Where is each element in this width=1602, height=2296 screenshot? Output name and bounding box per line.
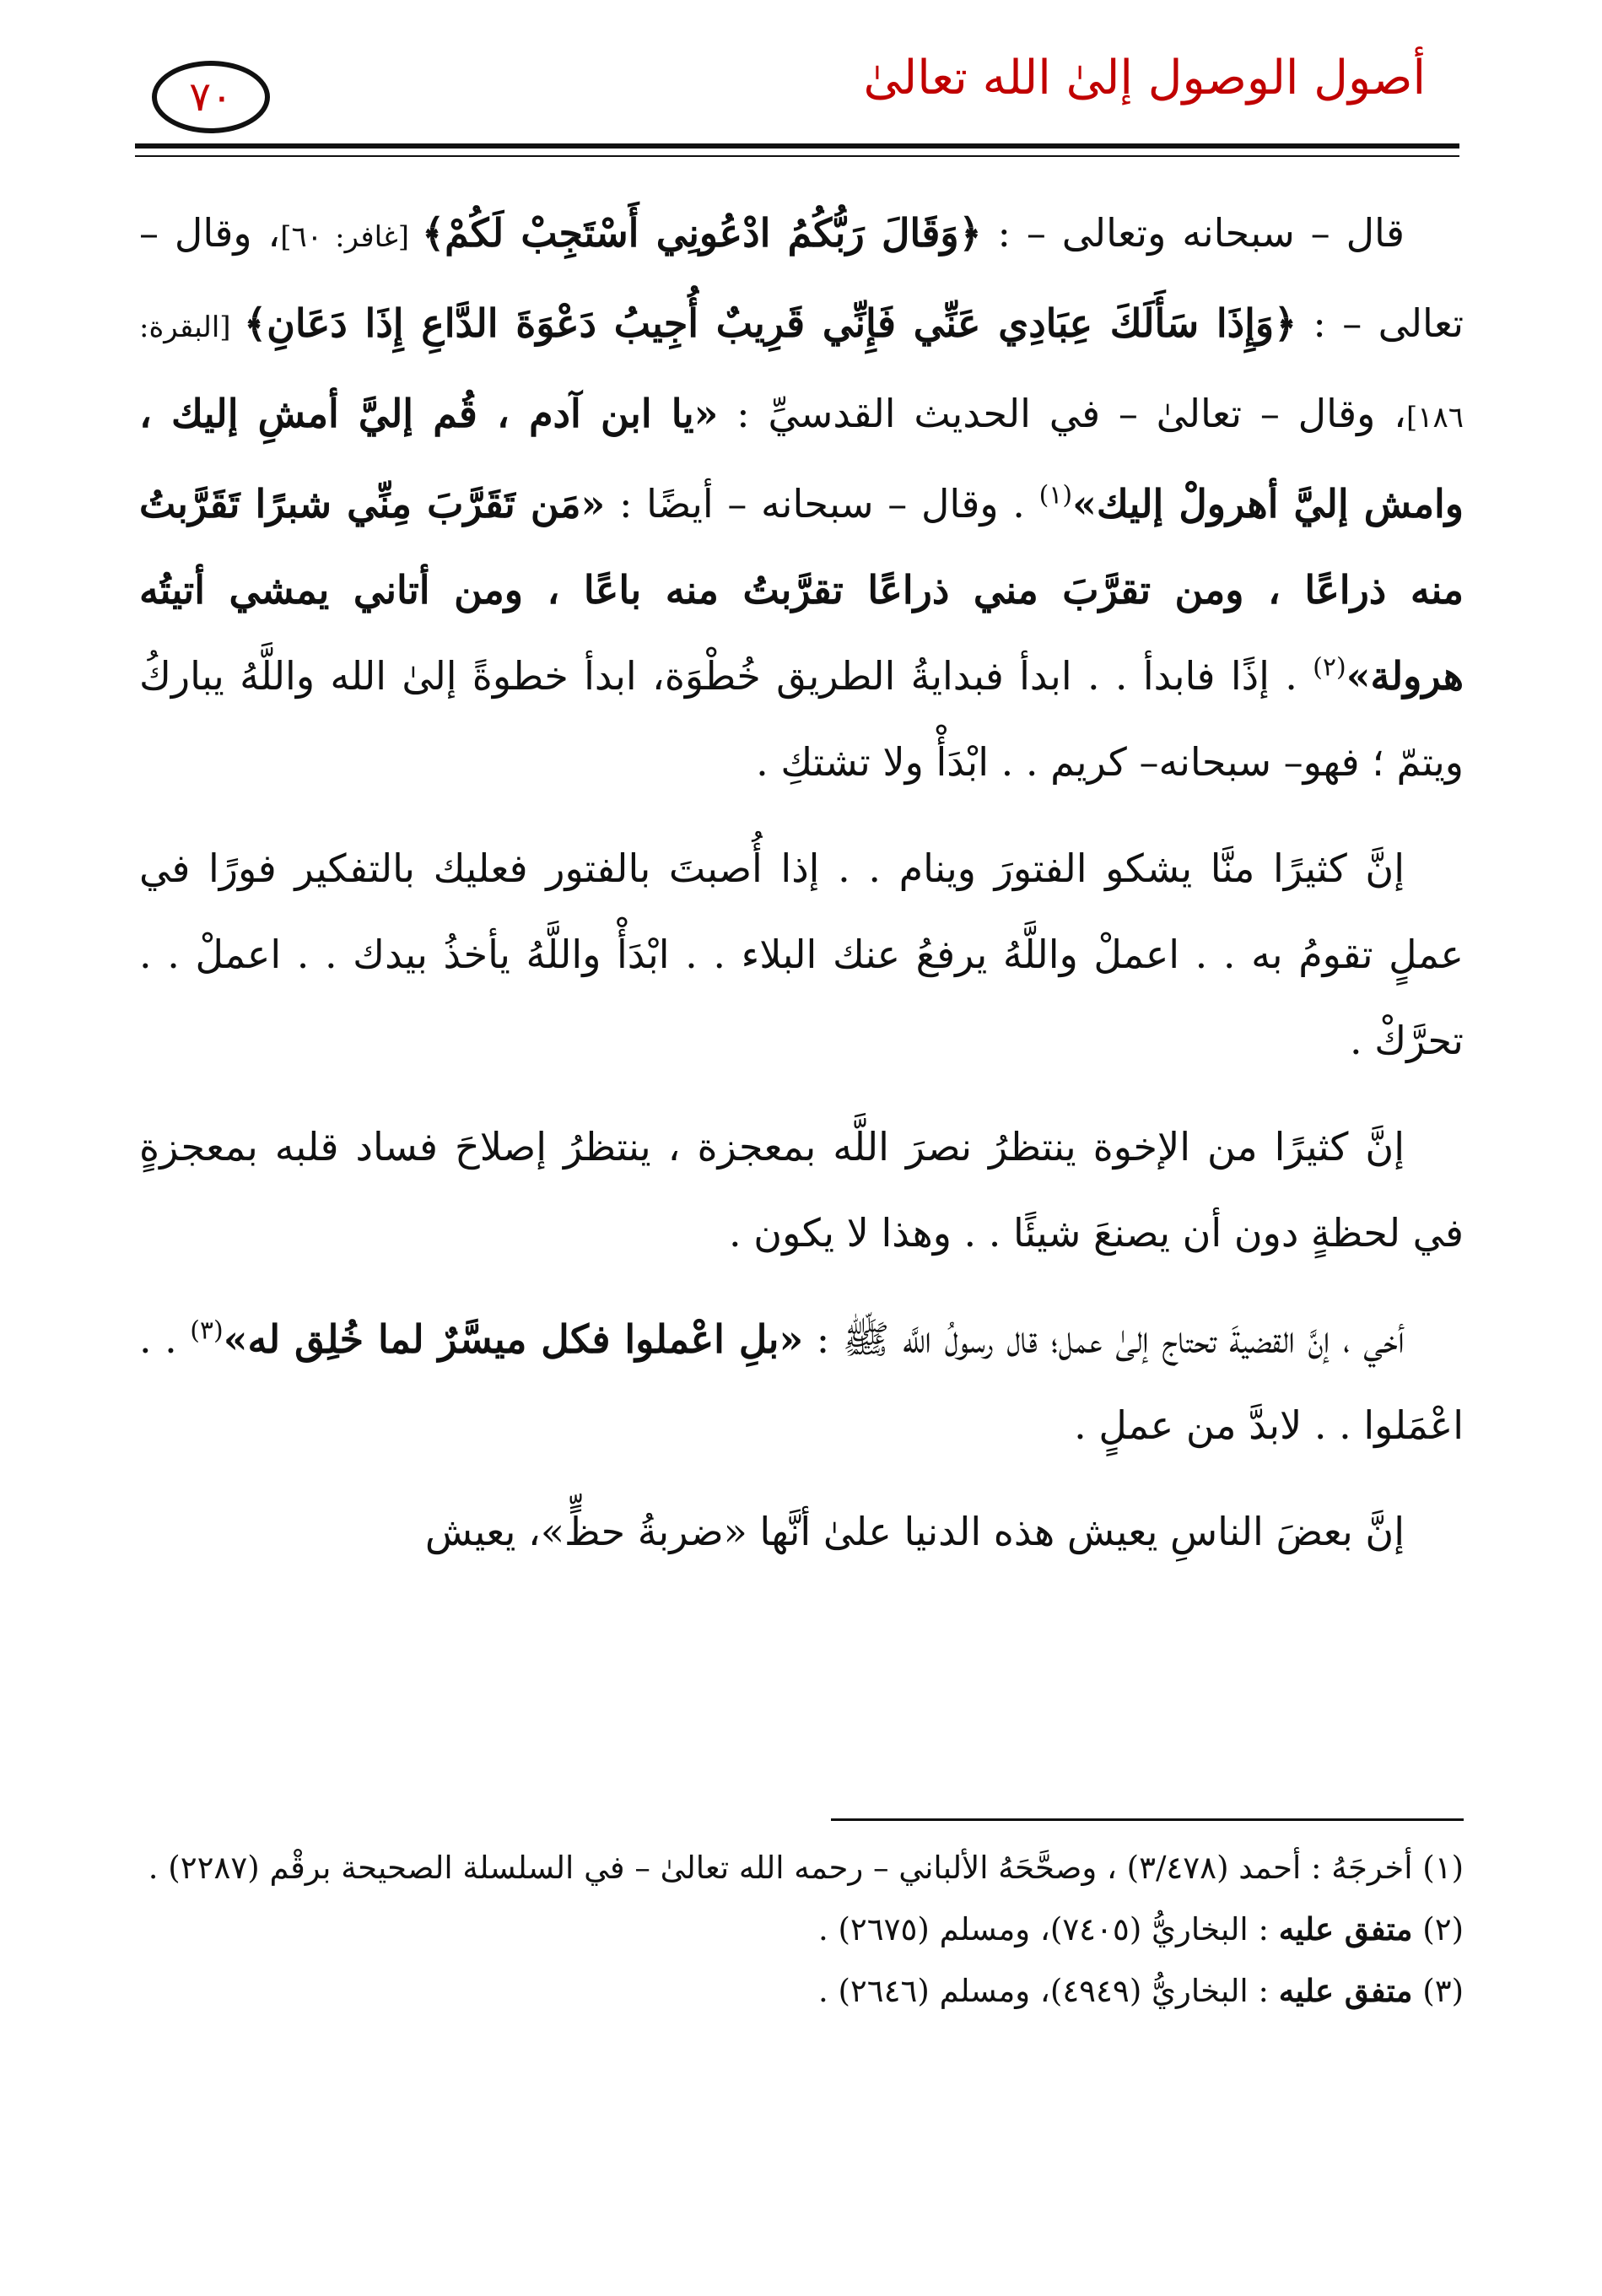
footnote-separator <box>831 1818 1464 1821</box>
footnote-2 <box>139 1900 1464 1958</box>
footnote-marker[interactable]: (٢) <box>1313 652 1346 683</box>
footnotes <box>139 1840 1464 2023</box>
page-number-badge <box>152 61 270 133</box>
footnote-1: (١) أخرجَهُ : أحمد (٣/٤٧٨) ، وصحَّحَهُ الألباني – رحمه الله تعالىٰ – في السلسلة الصحيحة برقْم (٢٢٨٧) . <box>148 1850 1464 1886</box>
quran-verse: ﴿وَقَالَ رَبُّكُمُ ادْعُونِي أَسْتَجِبْ لَكُمْ﴾ <box>422 210 982 256</box>
text-run: ، وقال – تعالىٰ – في الحديث القدسيِّ : <box>718 391 1406 436</box>
footnote-number: (٢) <box>1422 1911 1464 1948</box>
body-text <box>139 190 1464 1595</box>
page-number: ٧٠ <box>189 73 233 121</box>
text-run: . وقال – سبحانه – أيضًا : <box>605 481 1039 527</box>
paragraph-4 <box>139 1296 1464 1468</box>
verse-reference: [البقرة: ١٨٦] <box>139 311 1464 435</box>
footnote-text: : البخاريُّ (٤٩٤٩)، ومسلم (٢٦٤٦) . <box>817 1973 1279 2009</box>
footnote-text: : البخاريُّ (٧٤٠٥)، ومسلم (٢٦٧٥) . <box>817 1911 1279 1948</box>
hadith-quote: «بلِ اعْملوا فكل ميسَّرٌ لما خُلِق له» <box>223 1316 804 1362</box>
footnote-marker[interactable]: (١) <box>1038 480 1073 511</box>
header-rule-thin <box>135 155 1459 157</box>
header-rule-thick <box>135 143 1459 149</box>
page-header <box>135 42 1459 169</box>
footnote-marker[interactable]: (٣) <box>190 1315 224 1346</box>
text-run: قال – سبحانه وتعالى – : <box>981 210 1405 256</box>
footnote-label: متفق عليه <box>1278 1972 1413 2009</box>
paragraph-3: إنَّ كثيرًا من الإخوة ينتظرُ نصرَ اللَّه بمعجزة ، ينتظرُ إصلاحَ فساد قلبه بمعجزةٍ في لحظةٍ دون أن يصنعَ شيئًا . . وهذا لا يكون . <box>139 1124 1464 1256</box>
hadith-quote: «مَن تَقَرَّبَ مِنِّي شبرًا تَقَرَّبتُ منه ذراعًا ، ومن تقرَّبَ مني ذراعًا تقرَّبتُ منه باعًا ، ومن أتاني يمشي أتيتُه هرولة» <box>139 481 1464 699</box>
paragraph-1 <box>139 190 1464 805</box>
text-run: . إذًا فابدأ . . ابدأ فبدايةُ الطريق خُطْوَة، ابدأ خطوةً إلىٰ الله واللَّهُ يباركُ ويتمّ ؛ فهو– سبحانه– كريم . . ابْدَأْ ولا تشتكِ . <box>139 653 1464 785</box>
paragraph-2: إنَّ كثيرًا منَّا يشكو الفتورَ وينام . . إذا أُصبتَ بالفتور فعليك بالتفكير فورًا في عملٍ تقومُ به . . اعملْ واللَّهُ يرفعُ عنك البلاء . . ابْدَأْ واللَّهُ يأخذُ بيدك . . اعملْ . . تحرَّكْ . <box>139 845 1464 1063</box>
hadith-quote: «يا ابن آدم ، قُم إليَّ أمشِ إليك ، وامش إليَّ أهرولْ إليك» <box>139 391 1464 527</box>
verse-reference: [غافر: ٦٠] <box>280 220 423 254</box>
text-run: . . اعْمَلوا . . لابدَّ من عملٍ . <box>139 1316 1464 1448</box>
paragraph-5: إنَّ بعضَ الناسِ يعيش هذه الدنيا علىٰ أنَّها «ضربةُ حظٍّ»، يعيش <box>424 1509 1405 1554</box>
footnote-3 <box>139 1962 1464 2020</box>
quran-verse: ﴿وَإِذَا سَأَلَكَ عِبَادِي عَنِّي فَإِنِّي قَرِيبٌ أُجِيبُ دَعْوَةَ الدَّاعِ إِذَا دَعَانِ﴾ <box>244 300 1297 346</box>
text-run: أخي ، إنَّ القضيةَ تحتاج إلىٰ عمل؛ قال رسولُ اللَّه ﷺ : <box>803 1316 1405 1362</box>
footnote-label: متفق عليه <box>1278 1910 1413 1948</box>
running-title: أصول الوصول إلىٰ الله تعالىٰ <box>863 51 1426 105</box>
footnote-number: (٣) <box>1422 1973 1464 2009</box>
text-run: ، وقال – تعالى – : <box>139 210 1464 346</box>
